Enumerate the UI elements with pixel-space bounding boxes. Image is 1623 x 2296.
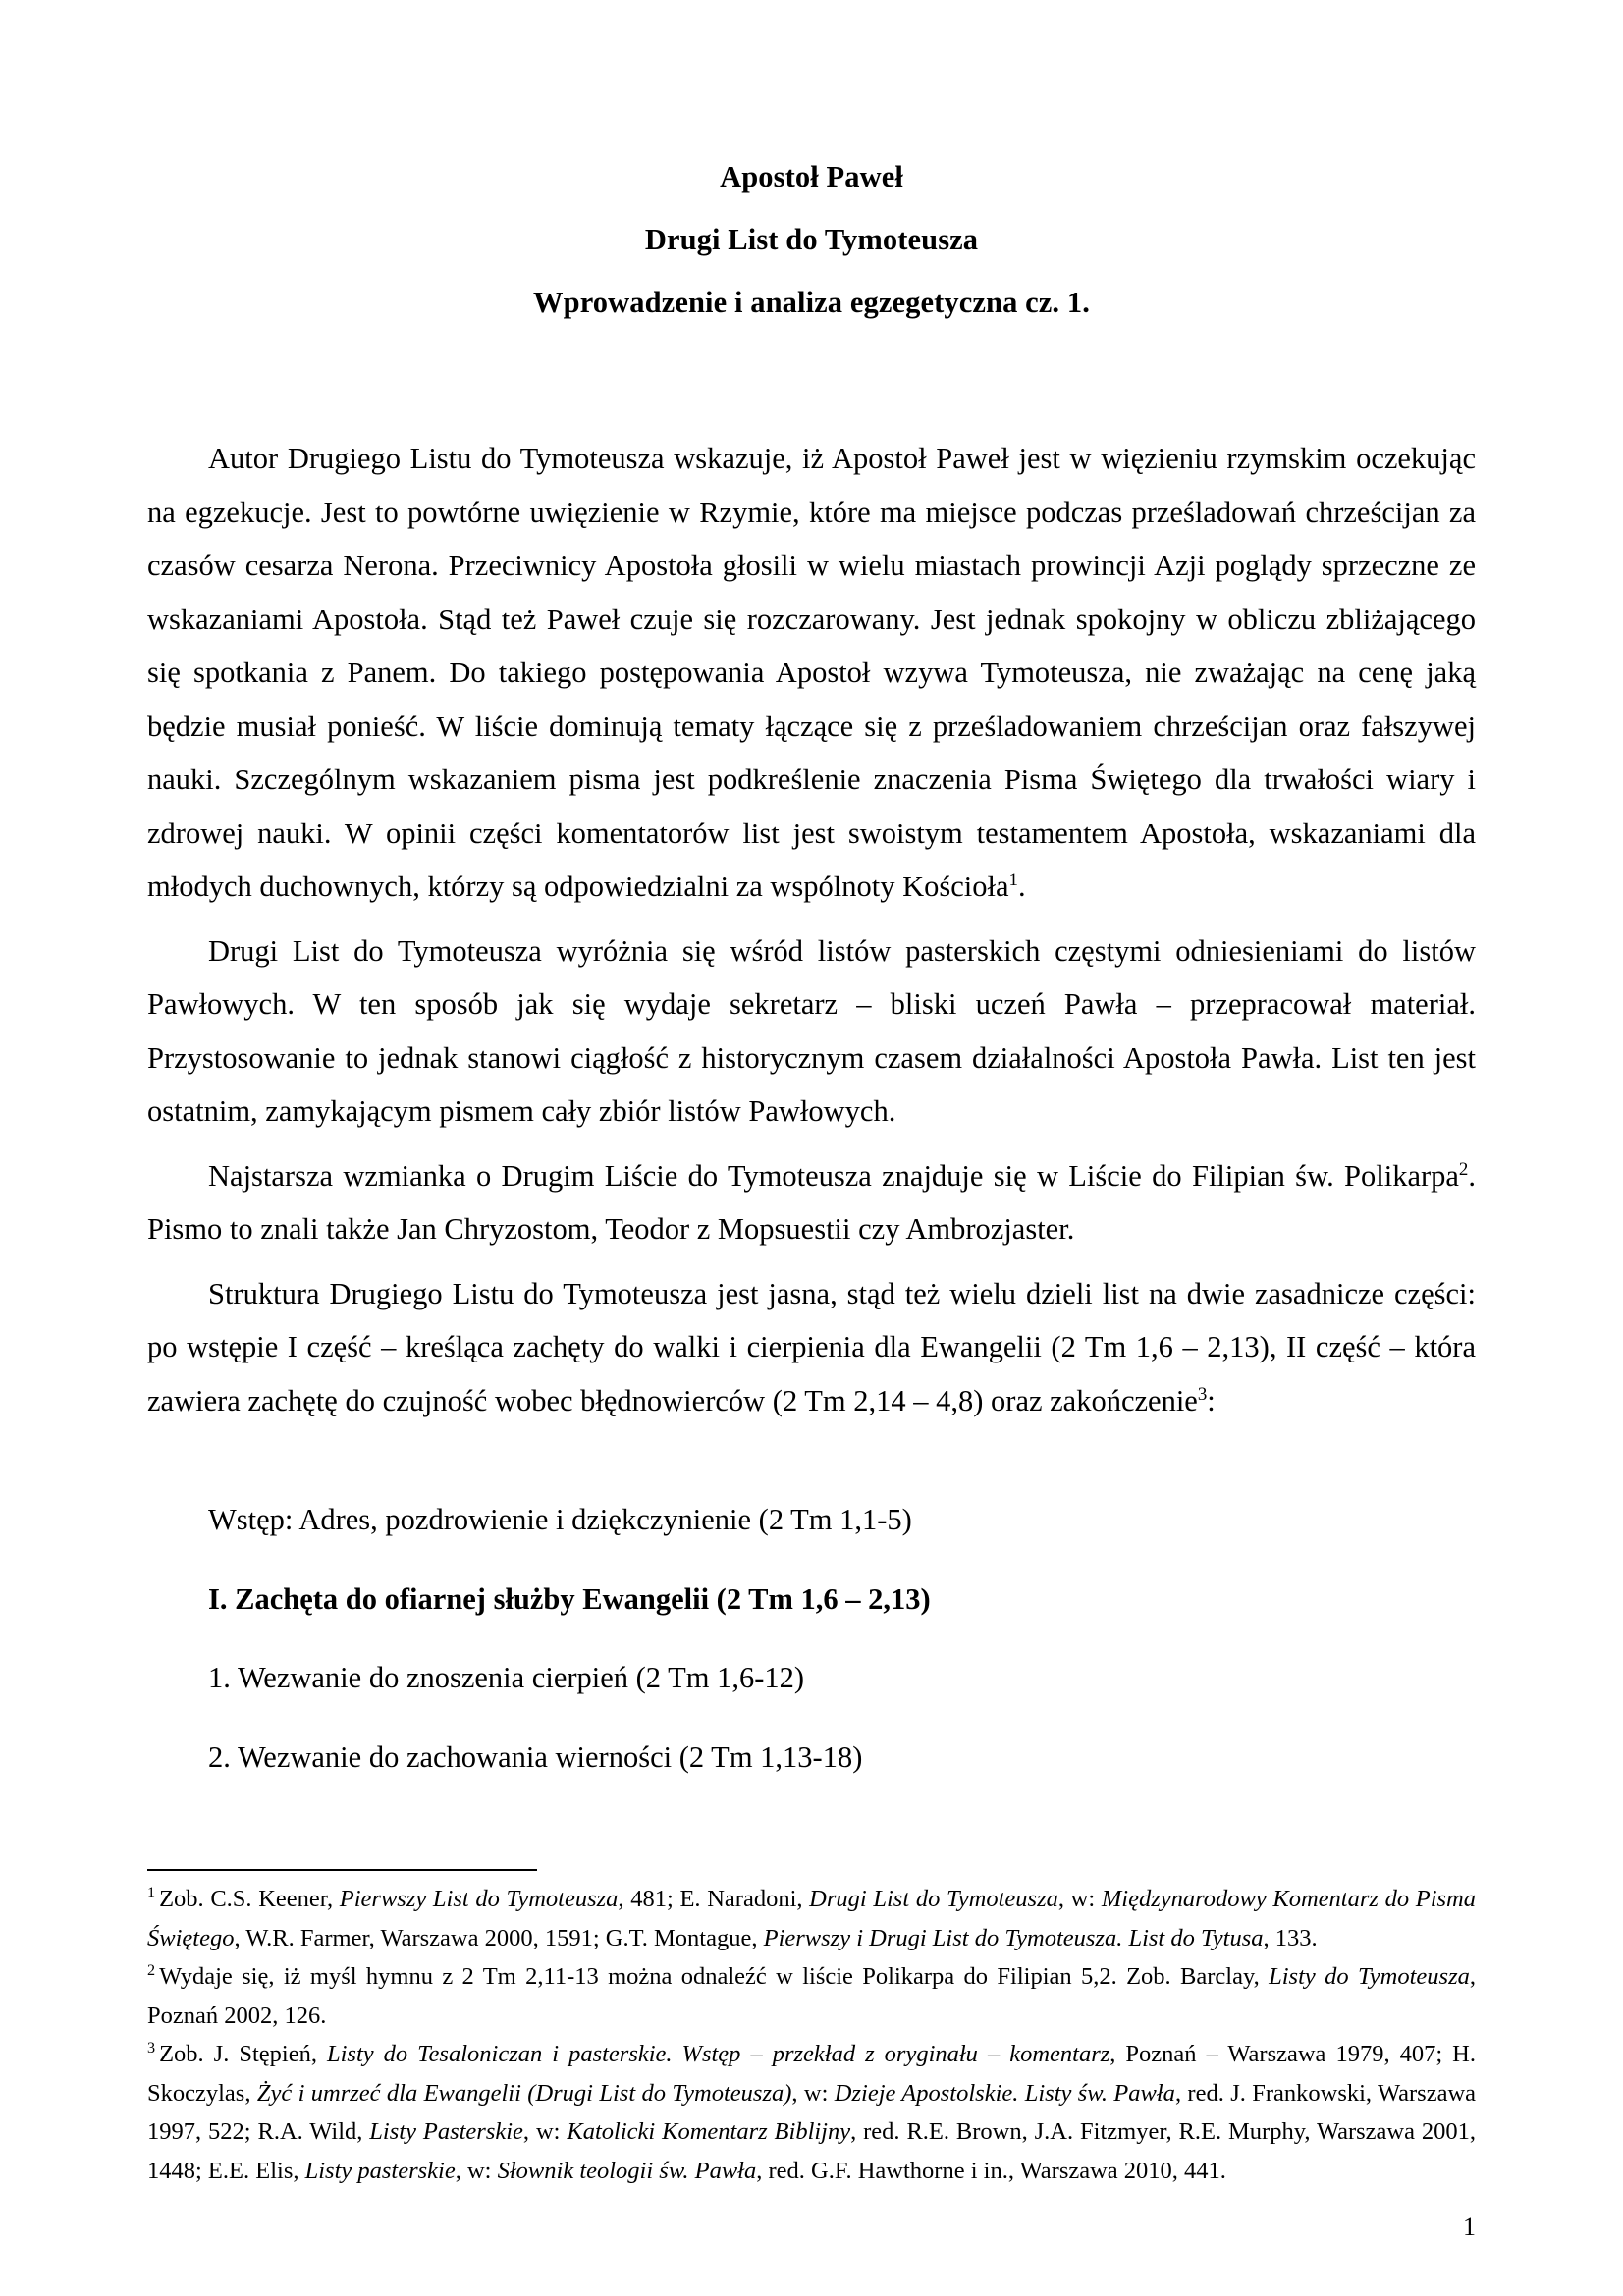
footnote-title-italic: Katolicki Komentarz Biblijny (567, 2118, 851, 2145)
paragraph-text-tail: . (1017, 870, 1026, 903)
body-content (147, 432, 1476, 1427)
footnote-segment: , w: (1057, 1886, 1102, 1912)
page-title: Apostoł Paweł (720, 160, 903, 193)
footnote-segment: , red. R.E. Brown, J.A. Fitzmyer, R.E. Murphy, Warszawa 2001, 1448; E.E. Elis, (147, 2118, 1477, 2184)
footnote-segment: Zob. C.S. Keener, (159, 1886, 340, 1912)
footnote-segment: Wydaje się, iż myśl hymnu z 2 Tm 2,11-13 można odnaleźć w liście Polikarpa do Filipian 5,2. Zob. Barclay, (159, 1963, 1270, 1990)
body-paragraph (147, 1267, 1476, 1428)
footnote-segment: Zob. J. Stępień, (159, 2041, 327, 2067)
footnote-marker: 1 (147, 1884, 156, 1901)
footnote-title-italic: Listy do Tymoteusza (1269, 1963, 1470, 1990)
footnote-segment: , Poznań – Warszawa 1979, 407; H. Skoczylas, (147, 2041, 1476, 2107)
outline-spacer (147, 1438, 1476, 1493)
footnote-segment: , Poznań 2002, 126. (147, 1963, 1476, 2029)
footnote-item (147, 1957, 1476, 2035)
outline-item-wstep: Wstęp: Adres, pozdrowienie i dziękczynienie (2 Tm 1,1-5) (208, 1503, 912, 1536)
body-paragraph (147, 925, 1476, 1139)
footnote-segment: , red. J. Frankowski, Warszawa 1997, 522; R.A. Wild, (147, 2079, 1477, 2145)
document-title-block (147, 145, 1476, 334)
outline-item-part-i: I. Zachęta do ofiarnej służby Ewangelii (2 Tm 1,6 – 2,13) (208, 1581, 931, 1616)
footnote-title-italic: Listy pasterskie (304, 2157, 456, 2184)
document-subtitle-secondary: Wprowadzenie i analiza egzegetyczna cz. 1. (533, 286, 1090, 319)
body-paragraph (147, 1149, 1476, 1256)
footnote-title-italic: Drugi List do Tymoteusza (809, 1886, 1058, 1912)
structure-outline (147, 1493, 1476, 1784)
footnote-title-italic: Listy Pasterskie (369, 2118, 523, 2145)
footnote-segment: , red. G.F. Hawthorne i in., Warszawa 2010, 441. (756, 2157, 1226, 2184)
footnote-text (147, 2041, 1476, 2184)
footnote-reference-1[interactable]: 1 (1008, 869, 1018, 890)
footnote-segment: , w: (791, 2079, 835, 2107)
footnote-separator-rule (147, 1869, 537, 1871)
footnote-title-italic: Pierwszy i Drugi List do Tymoteusza. List do Tytusa (763, 1924, 1264, 1951)
footnote-title-italic: Pierwszy List do Tymoteusza (339, 1886, 619, 1912)
paragraph-text: Autor Drugiego Listu do Tymoteusza wskazuje, iż Apostoł Paweł jest w więzieniu rzymskim oczekując na egzekucje. Jest to powtórne uwięzienie w Rzymie, które ma miejsce podczas prześladowań chrześcijan za czasów cesarza Nerona. Przeciwnicy Apostoła głosili w wielu miastach prowincji Azji poglądy sprzeczne ze wskazaniami Apostoła. Stąd też Paweł czuje się rozczarowany. Jest jednak spokojny w obliczu zbliżającego się spotkania z Panem. Do takiego postępowania Apostoł wzywa Tymoteusza, nie zważając na cenę jaką będzie musiał ponieść. W liście dominują tematy łączące się z prześladowaniem chrześcijan oraz fałszywej nauki. Szczególnym wskazaniem pisma jest podkreślenie znaczenia Pisma Świętego dla trwałości wiary i zdrowej nauki. W opinii części komentatorów list jest swoistym testamentem Apostoła, wskazaniami dla młodych duchownych, którzy są odpowiedzialni za wspólnoty Kościoła (147, 442, 1476, 903)
outline-item-1: 1. Wezwanie do znoszenia cierpień (2 Tm 1,6-12) (208, 1661, 805, 1694)
footnote-title-italic: Listy do Tesaloniczan i pasterskie. Wstęp – przekład z oryginału – komentarz (327, 2041, 1110, 2067)
title-body-spacer (147, 334, 1476, 432)
footnote-text (147, 1886, 1476, 1951)
paragraph-text-tail: . Pismo to znali także Jan Chryzostom, Teodor z Mopsuestii czy Ambrozjaster. (147, 1158, 1476, 1246)
footnote-reference-3[interactable]: 3 (1197, 1383, 1208, 1405)
footnote-title-italic: Słownik teologii św. Pawła (497, 2157, 757, 2184)
footnote-title-italic: Żyć i umrzeć dla Ewangelii (Drugi List do Tymoteusza) (256, 2079, 792, 2107)
document-subtitle: Drugi List do Tymoteusza (644, 223, 979, 256)
paragraph-text-tail: : (1207, 1383, 1216, 1417)
footnote-segment: , 133. (1263, 1924, 1318, 1951)
footnote-segment: , 481; E. Naradoni, (618, 1886, 810, 1912)
footnote-segment: , w: (455, 2157, 498, 2184)
footnote-reference-2[interactable]: 2 (1458, 1158, 1469, 1180)
paragraph-text: Najstarsza wzmianka o Drugim Liście do Tymoteusza znajduje się w Liście do Filipian św. Polikarpa (208, 1158, 1459, 1193)
footnote-marker: 3 (147, 2039, 156, 2056)
body-paragraph (147, 432, 1476, 914)
outline-item-2: 2. Wezwanie do zachowania wierności (2 Tm 1,13-18) (208, 1739, 863, 1774)
footnote-segment: , W.R. Farmer, Warszawa 2000, 1591; G.T. Montague, (234, 1924, 764, 1951)
footnotes-section (147, 1869, 1476, 2190)
footnote-segment: , w: (522, 2118, 568, 2145)
footnote-text (147, 1963, 1476, 2029)
footnote-item (147, 1880, 1476, 1957)
footnote-item (147, 2035, 1476, 2190)
page-number: 1 (1463, 2213, 1476, 2241)
footnote-marker: 2 (147, 1961, 156, 1979)
paragraph-text: Drugi List do Tymoteusza wyróżnia się wśród listów pasterskich częstymi odniesieniami do listów Pawłowych. W ten sposób jak się wydaje sekretarz – bliski uczeń Pawła – przepracował materiał. Przystosowanie to jednak stanowi ciągłość z historycznym czasem działalności Apostoła Pawła. List ten jest ostatnim, zamykającym pismem cały zbiór listów Pawłowych. (147, 934, 1476, 1128)
footnote-title-italic: Międzynarodowy Komentarz do Pisma Świętego (147, 1886, 1477, 1951)
paragraph-text: Struktura Drugiego Listu do Tymoteusza jest jasna, stąd też wielu dzieli list na dwie zasadnicze części: po wstępie I część – kreśląca zachęty do walki i cierpienia dla Ewangelii (2 Tm 1,6 – 2,13), II część – która zawiera zachętę do czujność wobec błędnowierców (2 Tm 2,14 – 4,8) oraz zakończenie (147, 1276, 1476, 1417)
footnote-title-italic: Dzieje Apostolskie. Listy św. Pawła (834, 2079, 1175, 2107)
